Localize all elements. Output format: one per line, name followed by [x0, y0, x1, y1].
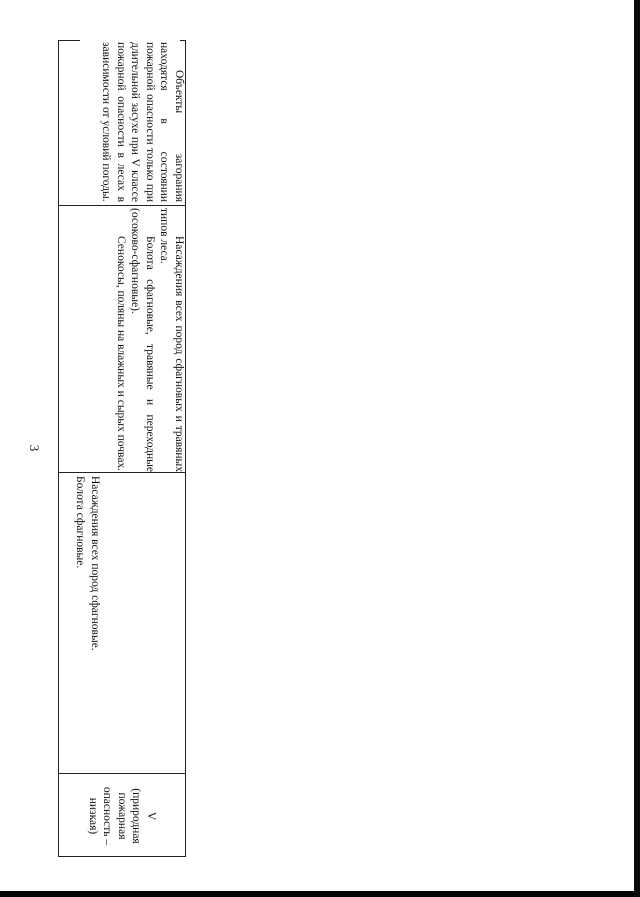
cell-paragraph: Сенокосы, поляны на влажных и сырых почвах.	[115, 236, 127, 472]
cell-paragraph: Насаждения всех пород сфагновых и травяных типов леса.	[158, 208, 185, 472]
cell-paragraph: Болота сфагновые.	[74, 476, 87, 569]
hazard-class-numeral: V	[145, 811, 157, 821]
cell-paragraph: Объекты загорания находятся в состоянии пожарной опасности только при длительной засухе при V классе пожарной опасности в лесах в зависимости от условий погоды.	[100, 42, 185, 202]
table-border-top	[58, 40, 80, 41]
table-column-divider	[58, 205, 186, 206]
table-column-divider	[58, 472, 186, 473]
page-number: 3	[27, 444, 42, 452]
hazard-class-label: (природная пожарная опасность – низкая)	[87, 786, 143, 846]
scan-border-right	[634, 0, 640, 897]
table-column-divider	[58, 773, 186, 774]
cell-paragraph: Насаждения всех пород сфагновые.	[89, 476, 101, 651]
table-cell-hazard-class	[80, 776, 158, 856]
table-border-bottom	[58, 856, 186, 857]
table-cell-forest-types	[82, 208, 186, 472]
table-cell-class-v-forests	[58, 476, 102, 772]
table-cell-objects	[82, 42, 186, 202]
cell-paragraph: Болота сфагновые, травяные и переходные (осоково-сфагновые).	[129, 208, 156, 472]
table-border-top-right	[180, 40, 186, 41]
scan-border-bottom	[0, 891, 640, 897]
